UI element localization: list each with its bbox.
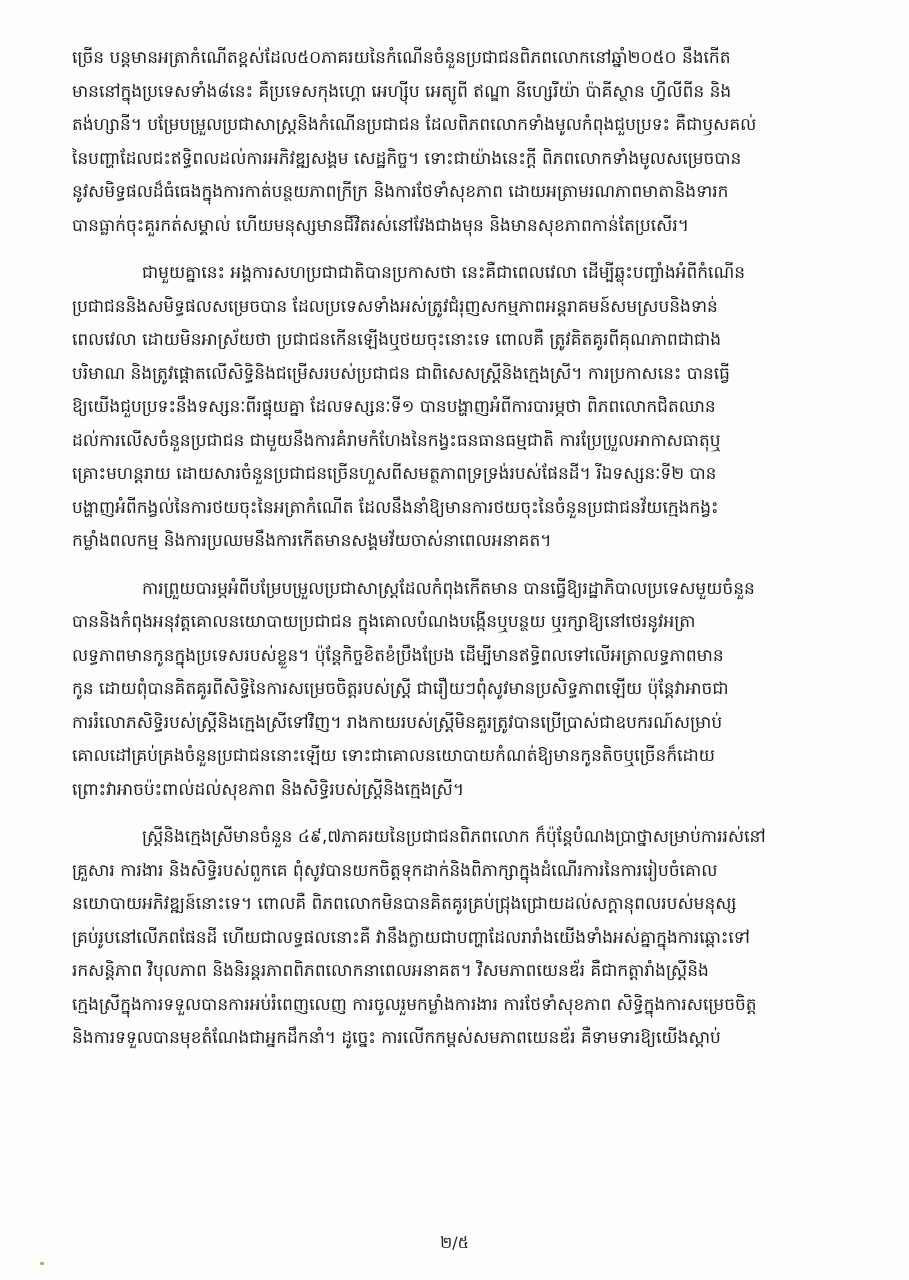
paragraph-line: បង្ហាញអំពីកង្វល់នៃការថយចុះនៃអត្រាកំណើត ដែលនឹងនាំឱ្យមានការថយចុះនៃចំនួនប្រជាជនវ័យក្មេងកង្វះ [72, 497, 719, 518]
paragraph-line: បានធ្លាក់ចុះគួរកត់សម្គាល់ ហើយមនុស្សមានជីវិតរស់នៅវែងជាងមុន និងមានសុខភាពកាន់តែប្រសើរ។ [72, 215, 689, 236]
paragraph [72, 573, 858, 808]
paragraph-line: ឱ្យយើងជួបប្រទះនឹងទស្សនៈពីរផ្ទុយគ្នា ដែលទស្សនៈទី១ បានបង្ហាញអំពីការបារម្ភថា ពិភពលោកជិតឈាន [72, 397, 716, 417]
paragraph [72, 42, 858, 243]
paragraph-line: គោលដៅគ្រប់គ្រងចំនួនប្រជាជននោះឡើយ ទោះជាគោលនយោបាយកំណត់ឱ្យមានកូនតិចឬច្រើនក៏ដោយ [72, 746, 715, 766]
page-number: ២/៥ [440, 1233, 469, 1252]
paragraph-line: ស្ត្រីនិងក្មេងស្រីមានចំនួន ៤៩,៧ភាគរយនៃប្រជាជនពិភពលោក ក៏ប៉ុន្តែបំណងប្រាថ្នាសម្រាប់ការរស់នៅ [142, 827, 766, 847]
paragraph-line: មាននៅក្នុងប្រទេសទាំង៨នេះ គឺប្រទេសកុងហ្គោ អេហ្ស៊ីប អេត្យូពី ឥណ្ឌា នីហ្សេរីយ៉ា ប៉ាគីស្ថាន ហ្វីលីពីន និង [72, 81, 732, 102]
paragraph [72, 257, 858, 559]
paragraph-line: កម្លាំងពលកម្ម និងការប្រឈមនឹងការកើតមានសង្គមវ័យចាស់នាពេលអនាគត។ [72, 531, 552, 551]
paragraph-line: លទ្ធភាពមានកូនក្នុងប្រទេសរបស់ខ្លួន។ ប៉ុន្តែកិច្ចខិតខំប្រឹងប្រែង ដើម្បីមានឥទ្ធិពលទៅលើអត្រាលទ្ធភាពមាន [72, 645, 724, 666]
paragraph-line: បរិមាណ និងត្រូវផ្តោតលើសិទ្ធិនិងជម្រើសរបស់ប្រជាជន ជាពិសេសស្ត្រីនិងក្មេងស្រី។ ការប្រកាសនេះ បានធ្វើ [72, 363, 730, 384]
paragraph-line: តង់ហ្សានី។ បម្រែបម្រួលប្រជាសាស្ត្រនិងកំណើនប្រជាជន ដែលពិភពលោកទាំងមូលកំពុងជួបប្រទះ គឺជាឫសគល់ [72, 115, 757, 135]
paragraph-line: និងការទទួលបានមុខតំណែងជាអ្នកដឹកនាំ។ ដូច្នេះ ការលើកកម្ពស់សមភាពយេនឌ័រ គឺទាមទារឱ្យយើងស្តាប់ [72, 1028, 721, 1048]
paragraph-line: បាននិងកំពុងអនុវត្តគោលនយោបាយប្រជាជន ក្នុងគោលបំណងបង្កើនឬបន្ថយ ឬរក្សាឱ្យនៅថេរនូវអត្រា [72, 612, 696, 632]
paragraph-line: គ្រោះមហន្តរាយ ដោយសារចំនួនប្រជាជនច្រើនហួសពីសមត្ថភាពទ្រទ្រង់របស់ផែនដី។ រីឯទស្សនៈទី២ បាន [72, 464, 717, 484]
paragraph-line: ដល់ការលើសចំនួនប្រជាជន ជាមួយនឹងការគំរាមកំហែងនៃកង្វះធនធានធម្មជាតិ ការប្រែប្រួលអាកាសធាតុឬ [72, 430, 721, 451]
paragraph-line: គ្រប់រូបនៅលើភពផែនដី ហើយជាលទ្ធផលនោះគឺ វានឹងក្លាយជាបញ្ហាដែលរារាំងយើងទាំងអស់គ្នាក្នុងការឆ្ពោះទៅ [72, 927, 750, 948]
paragraph-line: ច្រើន បន្តមានអត្រាកំណើតខ្ពស់ដែល៥០ភាគរយនៃកំណើនចំនួនប្រជាជនពិភពលោកនៅឆ្នាំ២០៥០ នឹងកើត [72, 48, 731, 68]
paragraph-line: នូវសមិទ្ធផលដ៏ធំធេងក្នុងការកាត់បន្ថយភាពក្រីក្រ និងការថែទាំសុខភាព ដោយអត្រាមរណភាពមាតានិងទារក [72, 182, 729, 202]
paragraph-line: នយោបាយអភិវឌ្ឍន៍នោះទេ។ ពោលគឺ ពិភពលោកមិនបានគិតគូរគ្រប់ជ្រុងជ្រោយដល់សក្តានុពលរបស់មនុស្ស [72, 894, 737, 914]
paragraph-line: រកសន្តិភាព វិបុលភាព និងនិរន្តរភាពពិភពលោកនាពេលអនាគត។ វិសមភាពយេនឌ័រ គឺជាកត្តារាំងស្ត្រីនិង [72, 961, 709, 981]
paragraph-line: ប្រជាជននិងសមិទ្ធផលសម្រេចបាន ដែលប្រទេសទាំងអស់ត្រូវជំរុញសកម្មភាពអន្តរាគមន៍សមស្របនិងទាន់ [72, 296, 718, 317]
paragraph-line: ការព្រួយបារម្ភអំពីបម្រែបម្រួលប្រជាសាស្ត្រដែលកំពុងកើតមាន បានធ្វើឱ្យរដ្ឋាភិបាលប្រទេសមួយចំនួន [142, 578, 755, 599]
paragraph-line: គ្រួសារ ការងារ និងសិទ្ធិរបស់ពួកគេ ពុំសូវបានយកចិត្តទុកដាក់និងពិភាក្សាក្នុងដំណើរការនៃការរៀបចំគោល [72, 860, 718, 881]
paragraph-line: ជាមួយគ្នានេះ អង្គការសហប្រជាជាតិបានប្រកាសថា នេះគឺជាពេលវេលា ដើម្បីឆ្លុះបញ្ចាំងអំពីកំណើន [142, 263, 745, 283]
paragraph-line: ការរំលោភសិទ្ធិរបស់ស្ត្រីនិងក្មេងស្រីទៅវិញ។ រាងកាយរបស់ស្ត្រីមិនគួរត្រូវបានប្រើប្រាស់ជាឧបករណ៍សម្រាប់ [72, 712, 723, 733]
paragraph-line: កូន ដោយពុំបានគិតគូរពីសិទ្ធិនៃការសម្រេចចិត្តរបស់ស្ត្រី ជារឿយៗពុំសូវមានប្រសិទ្ធភាពឡើយ ប៉ុន្តែវាអាចជា [72, 679, 729, 699]
paragraph-line: ព្រោះវាអាចប៉ះពាល់ដល់សុខភាព និងសិទ្ធិរបស់ស្ត្រីនិងក្មេងស្រី។ [72, 779, 465, 800]
document-body [72, 42, 858, 1070]
paragraph-line: ពេលវេលា ដោយមិនអាស្រ័យថា ប្រជាជនកើនឡើងឬថយចុះនោះទេ ពោលគឺ ត្រូវគិតគូរពីគុណភាពជាជាង [72, 330, 721, 350]
paragraph [72, 821, 858, 1056]
paper-speck [40, 1262, 44, 1265]
paragraph-line: ក្មេងស្រីក្នុងការទទួលបានការអប់រំពេញលេញ ការចូលរួមកម្លាំងការងារ ការថែទាំសុខភាព សិទ្ធិក្នុងការសម្រេចចិត្ត [72, 994, 757, 1015]
paragraph-line: នៃបញ្ហាដែលជះឥទ្ធិពលដល់ការអភិវឌ្ឍសង្គម សេដ្ឋកិច្ច។ ទោះជាយ៉ាងនេះក្តី ពិភពលោកទាំងមូលសម្រេចបាន [72, 148, 742, 169]
